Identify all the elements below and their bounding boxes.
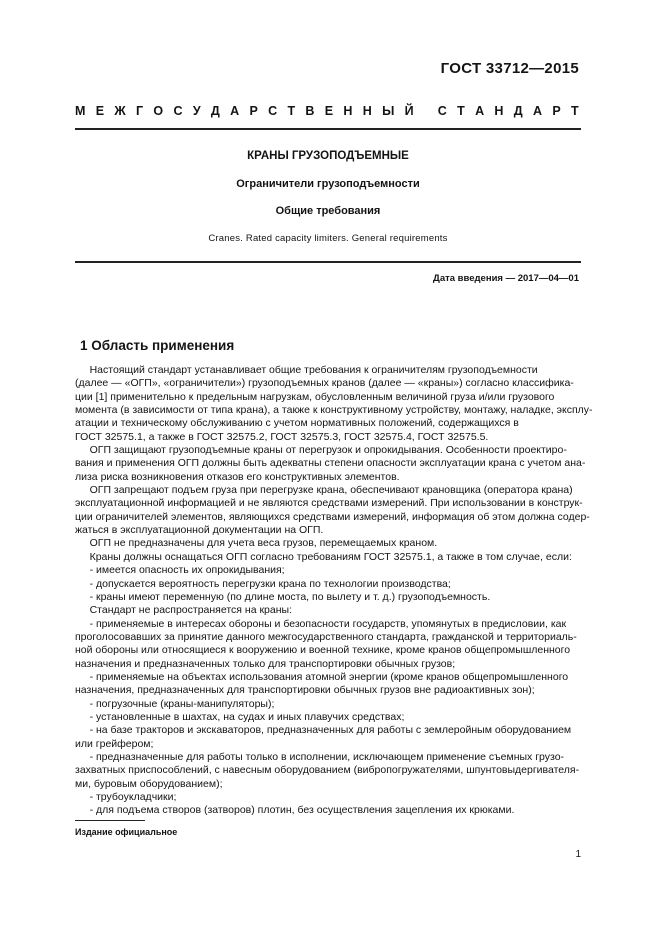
document-part-title: Общие требования <box>275 205 381 217</box>
interstate-letter: Й <box>404 104 414 118</box>
interstate-letter: Д <box>210 104 220 118</box>
interstate-letter: А <box>475 104 485 118</box>
body-line: - установленные в шахтах, на судах и иных плавучих средствах; <box>75 710 405 723</box>
body-line: ми, буровым оборудованием); <box>75 777 223 790</box>
body-line: назначения и предназначенных только для транспортировки обычных грузов; <box>75 657 456 670</box>
body-line: - для подъема створов (затворов) плотин, без осуществления зацепления их крюками. <box>75 804 515 817</box>
interstate-letter: С <box>173 104 183 118</box>
interstate-letter: Т <box>457 104 465 118</box>
gost-number: ГОСТ 33712—2015 <box>440 60 579 77</box>
interstate-letter: Н <box>494 104 504 118</box>
section-body <box>75 364 593 818</box>
body-line: момента (в зависимости от типа крана), а также к конструктивному устройству, монтажу, наладке, эксплу- <box>75 404 593 417</box>
top-rule <box>75 128 581 130</box>
interstate-letter <box>424 104 427 118</box>
body-line: ции ограничителей элементов, являющихся средствами измерений, информация об этом должна содер- <box>75 510 590 523</box>
interstate-letter: Ж <box>114 104 126 118</box>
body-line: или грейфером; <box>75 737 154 750</box>
body-line: ции [1] применительно к предельным нагрузкам, обусловленным величиной груза и/или грузового <box>75 390 555 403</box>
body-line: вания и применения ОГП должны быть адекватны степени опасности эксплуатации крана с учетом ана- <box>75 457 586 470</box>
english-title: Cranes. Rated capacity limiters. General requirements <box>208 233 448 244</box>
interstate-letter: С <box>268 104 278 118</box>
interstate-standard-heading <box>75 104 579 118</box>
body-line: - применяемые на объектах использования атомной энергии (кроме кранов общепромышленного <box>75 670 569 683</box>
interstate-letter: А <box>230 104 240 118</box>
interstate-letter: Е <box>324 104 334 118</box>
section-title: 1 Область применения <box>80 338 235 353</box>
interstate-letter: Н <box>343 104 353 118</box>
page-number: 1 <box>575 849 581 860</box>
body-line: - допускается вероятность перегрузки крана по технологии производства; <box>75 577 451 590</box>
document-subtitle: Ограничители грузоподъемности <box>236 178 420 190</box>
body-line: ОГП защищают грузоподъемные краны от перегрузок и опрокидывания. Особенности проектиро- <box>75 444 567 457</box>
body-line: атации и техническому обслуживанию с учетом нормативных положений, содержащихся в <box>75 417 519 430</box>
body-line: - трубоукладчики; <box>75 791 177 803</box>
interstate-letter: Р <box>249 104 258 118</box>
body-line: (далее — «ОГП», «ограничители») грузоподъемных кранов (далее — «краны») согласно классифика- <box>75 377 574 390</box>
interstate-letter: В <box>305 104 315 118</box>
body-line: назначения, предназначенных для транспортировки обычных грузов вне радиоактивных зон); <box>75 684 535 697</box>
interstate-letter: А <box>532 104 542 118</box>
body-line: проголосовавших за принятие данного межгосударственного стандарта, гражданской и территориаль- <box>75 630 577 643</box>
interstate-letter: М <box>75 104 86 118</box>
interstate-letter: Т <box>287 104 296 118</box>
body-line: - погрузочные (краны-манипуляторы); <box>75 697 275 710</box>
body-line: Краны должны оснащаться ОГП согласно требованиям ГОСТ 32575.1, а также в том случае, если: <box>75 550 572 563</box>
body-line: ГОСТ 32575.1, а также в ГОСТ 32575.2, ГОСТ 32575.3, ГОСТ 32575.4, ГОСТ 32575.5. <box>75 430 489 443</box>
body-line: - на базе тракторов и экскаваторов, предназначенных для работы с землеройным оборудованием <box>75 724 572 737</box>
body-line: - краны имеют переменную (по длине моста, по вылету и т. д.) грузоподъемность. <box>75 590 491 603</box>
introduction-date: Дата введения — 2017—04—01 <box>433 273 579 284</box>
body-line: Настоящий стандарт устанавливает общие требования к ограничителям грузоподъемности <box>75 364 538 376</box>
interstate-letter: Р <box>552 104 561 118</box>
interstate-letter: Ы <box>382 104 395 118</box>
body-line: Стандарт не распространяется на краны: <box>75 604 292 617</box>
interstate-letter: Е <box>95 104 105 118</box>
interstate-letter: Г <box>136 104 144 118</box>
interstate-letter: Д <box>513 104 523 118</box>
middle-rule <box>75 261 581 263</box>
body-line: ОГП запрещают подъем груза при перегрузке крана, обеспечивают крановщика (оператора крана) <box>75 484 573 497</box>
body-line: - применяемые в интересах обороны и безопасности государств, упомянутых в предисловии, как <box>75 617 567 630</box>
official-publication-label: Издание официальное <box>75 827 178 837</box>
interstate-letter: Н <box>362 104 372 118</box>
body-line: лиза риска возникновения отказов его конструктивных элементов. <box>75 470 400 483</box>
body-line: ОГП не предназначены для учета веса грузов, перемещаемых краном. <box>75 537 438 550</box>
footer-rule <box>75 820 145 821</box>
body-line: эксплуатационной информацией и не являются средствами измерений. При использовании в конструк- <box>75 497 583 510</box>
interstate-letter: У <box>192 104 201 118</box>
body-line: ной обороны или относящиеся к вооружению и военной технике, кроме кранов общепромышленного <box>75 644 571 657</box>
interstate-letter: С <box>437 104 447 118</box>
interstate-letter: О <box>153 104 164 118</box>
body-line: захватных приспособлений, с навесным оборудованием (вибропогружателями, шпунтовыдергивателя- <box>75 764 580 777</box>
body-line: - предназначенные для работы только в исполнении, исключающем применение съемных грузо- <box>75 750 565 763</box>
interstate-letter: Т <box>570 104 579 118</box>
body-line: - имеется опасность их опрокидывания; <box>75 564 285 577</box>
body-line: жаться в эксплуатационной документации на ОГП. <box>75 524 324 537</box>
document-title: КРАНЫ ГРУЗОПОДЪЕМНЫЕ <box>247 150 409 162</box>
